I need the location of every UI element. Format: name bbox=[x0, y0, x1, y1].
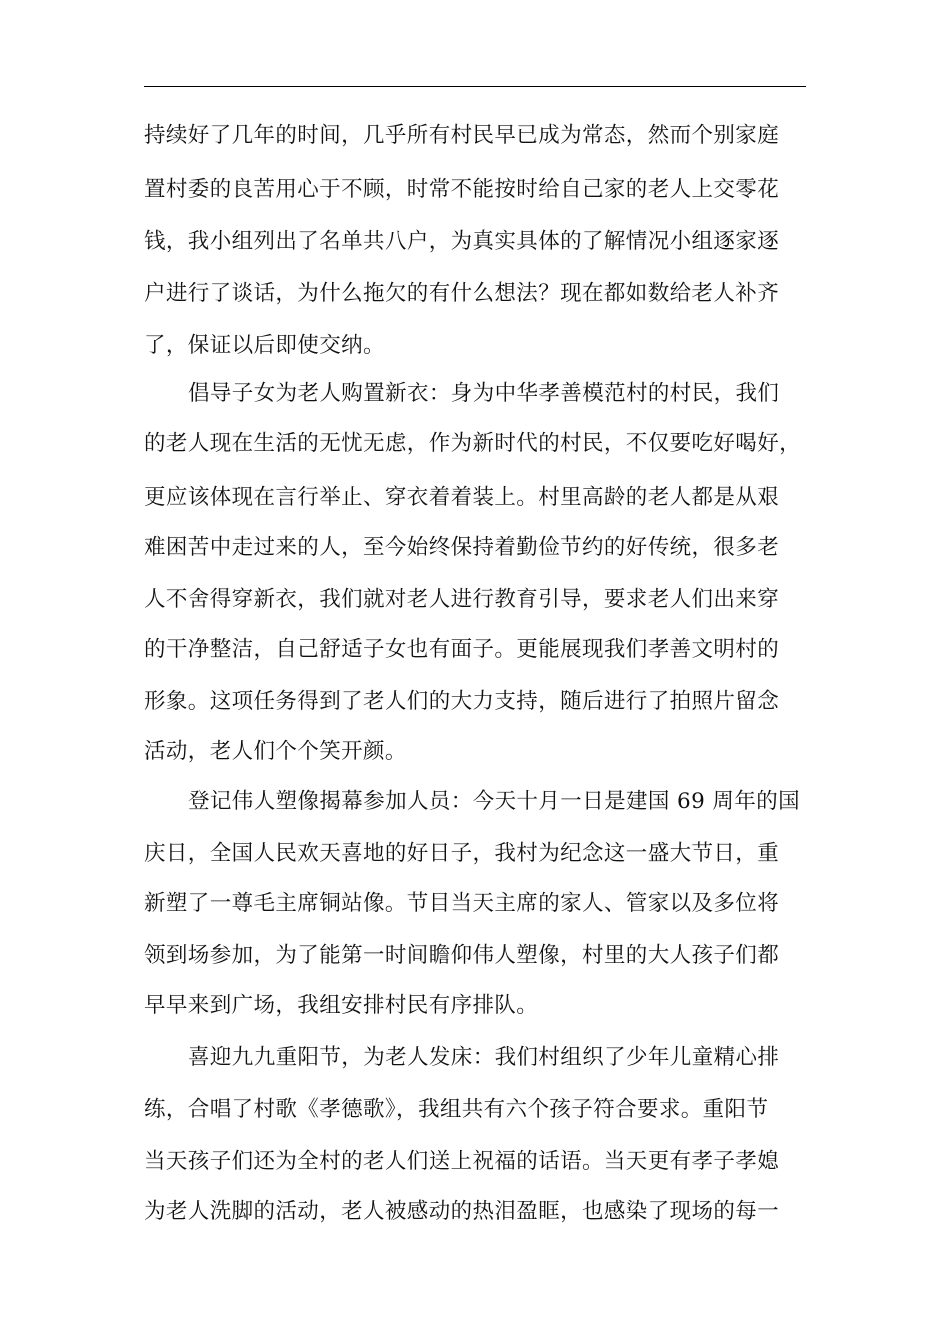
text-line: 领到场参加，为了能第一时间瞻仰伟人塑像，村里的大人孩子们都 bbox=[144, 943, 780, 968]
text-line: 练，合唱了村歌《孝德歌》，我组共有六个孩子符合要求。重阳节 bbox=[144, 1097, 769, 1122]
text-line: 早早来到广场，我组安排村民有序排队。 bbox=[144, 993, 539, 1018]
text-line: 为老人洗脚的活动，老人被感动的热泪盈眶，也感染了现场的每一 bbox=[144, 1199, 780, 1224]
text-line: 了，保证以后即使交纳。 bbox=[144, 333, 385, 358]
text-line: 新塑了一尊毛主席铜站像。节目当天主席的家人、管家以及多位将 bbox=[144, 891, 780, 916]
text-line: 形象。这项任务得到了老人们的大力支持，随后进行了拍照片留念 bbox=[144, 689, 780, 714]
text-line: 持续好了几年的时间，几乎所有村民早已成为常态，然而个别家庭 bbox=[144, 123, 780, 148]
text-line: 钱，我小组列出了名单共八户，为真实具体的了解情况小组逐家逐 bbox=[144, 229, 780, 254]
text-line: 活动，老人们个个笑开颜。 bbox=[144, 739, 407, 764]
paragraph-first-line: 登记伟人塑像揭幕参加人员：今天十月一日是建国 69 周年的国 bbox=[188, 789, 801, 814]
header-rule bbox=[144, 86, 806, 87]
text-line: 难困苦中走过来的人，至今始终保持着勤俭节约的好传统，很多老 bbox=[144, 535, 780, 560]
text-line: 人不舍得穿新衣，我们就对老人进行教育引导，要求老人们出来穿 bbox=[144, 587, 780, 612]
paragraph-first-line: 倡导子女为老人购置新衣：身为中华孝善模范村的村民，我们 bbox=[188, 381, 780, 406]
text-line: 户进行了谈话，为什么拖欠的有什么想法？现在都如数给老人补齐 bbox=[144, 281, 780, 306]
text-line: 庆日，全国人民欢天喜地的好日子，我村为纪念这一盛大节日，重 bbox=[144, 841, 780, 866]
text-line: 的干净整洁，自己舒适子女也有面子。更能展现我们孝善文明村的 bbox=[144, 637, 780, 662]
paragraph-first-line: 喜迎九九重阳节，为老人发床：我们村组织了少年儿童精心排 bbox=[188, 1045, 780, 1070]
text-line: 置村委的良苦用心于不顾，时常不能按时给自己家的老人上交零花 bbox=[144, 177, 780, 202]
text-line: 的老人现在生活的无忧无虑，作为新时代的村民，不仅要吃好喝好， bbox=[144, 431, 802, 456]
text-line: 更应该体现在言行举止、穿衣着着装上。村里高龄的老人都是从艰 bbox=[144, 485, 780, 510]
text-line: 当天孩子们还为全村的老人们送上祝福的话语。当天更有孝子孝媳 bbox=[144, 1149, 780, 1174]
